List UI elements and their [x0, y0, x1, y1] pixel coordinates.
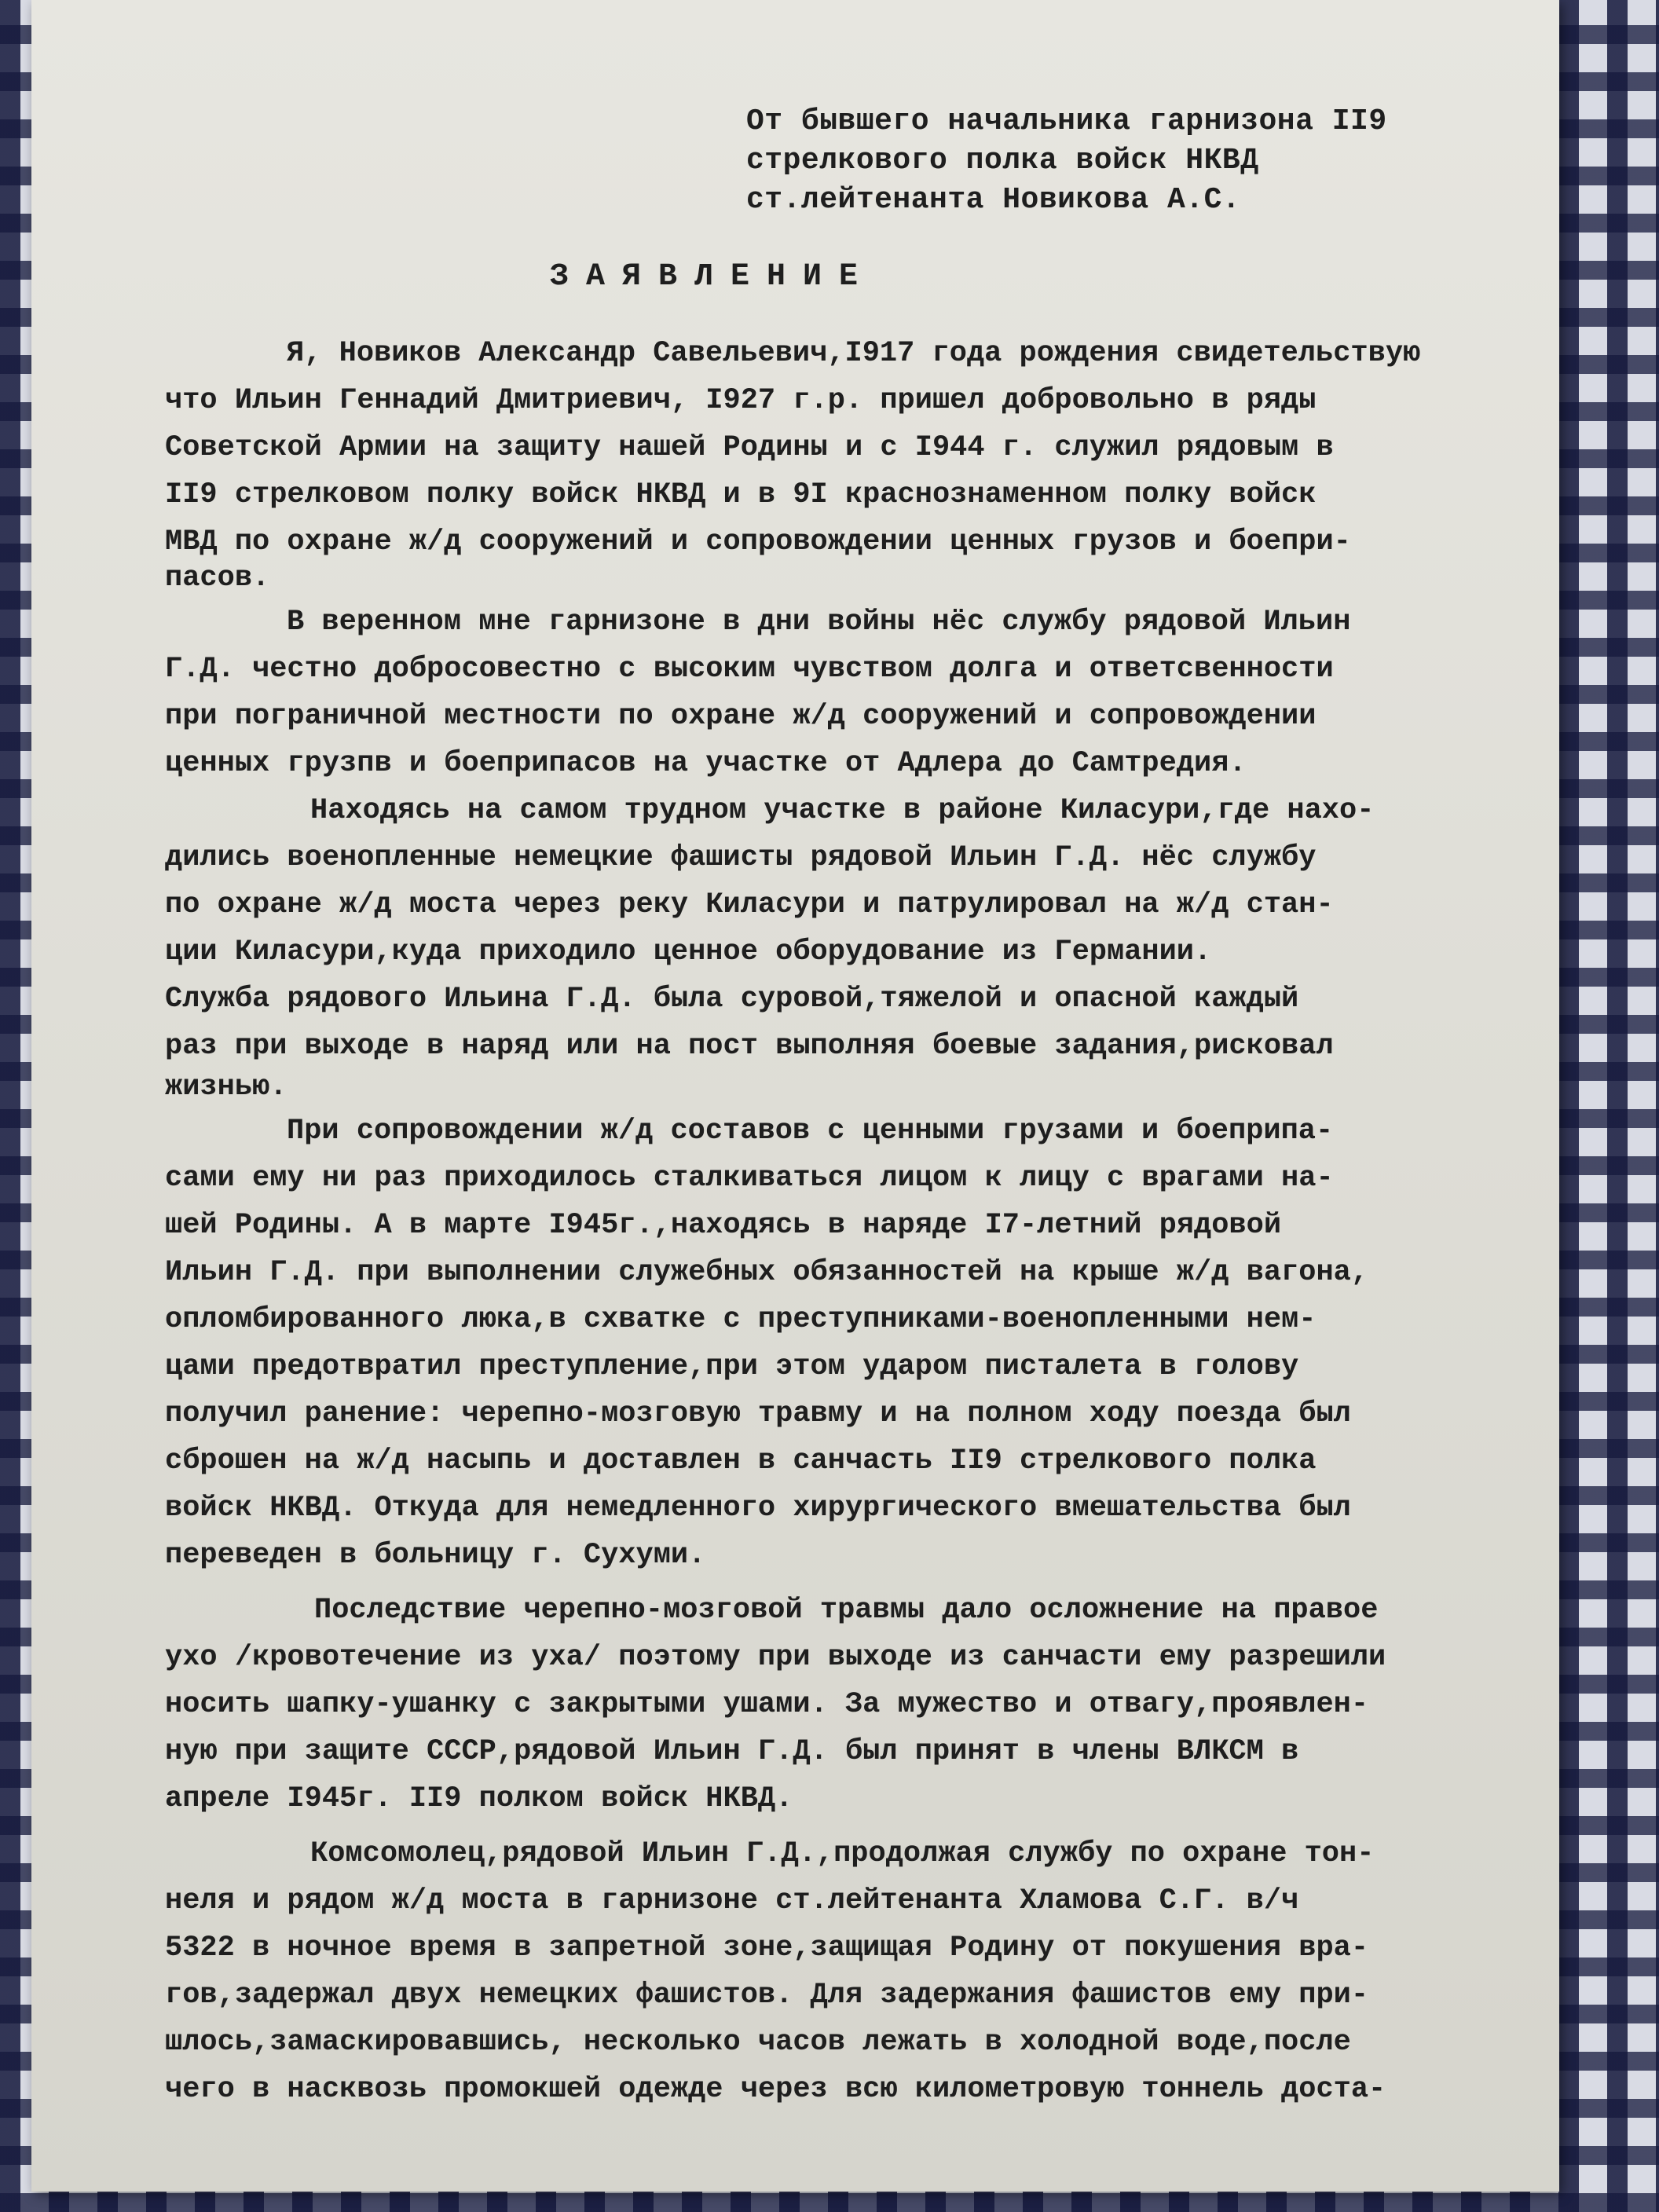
sender-line-1: От бывшего начальника гарнизона II9 [746, 104, 1387, 138]
body-line: В веренном мне гарнизоне в дни войны нёс службу рядовой Ильин [287, 606, 1351, 639]
body-line: при пограничной местности по охране ж/д сооружений и сопровождении [165, 700, 1317, 733]
body-line: Г.Д. честно добросовестно с высоким чувством долга и ответсвенности [165, 653, 1334, 686]
body-line: II9 стрелковом полку войск НКВД и в 9I краснознаменном полку войск [165, 478, 1317, 511]
body-line: Я, Новиков Александр Савельевич,I917 года рождения свидетельствую [287, 337, 1421, 370]
body-line: опломбированного люка,в схватке с преступниками-военопленными нем- [165, 1303, 1317, 1336]
body-line: Ильин Г.Д. при выполнении служебных обязанностей на крыше ж/д вагона, [165, 1256, 1369, 1289]
body-line: сброшен на ж/д насыпь и доставлен в санчасть II9 стрелкового полка [165, 1445, 1317, 1478]
body-line: дились военопленные немецкие фашисты рядовой Ильин Г.Д. нёс службу [165, 841, 1317, 874]
body-line: по охране ж/д моста через реку Киласури и патрулировал на ж/д стан- [165, 888, 1334, 921]
body-line: пасов. [165, 562, 270, 595]
body-line: сами ему ни раз приходилось сталкиваться лицом к лицу с врагами на- [165, 1162, 1334, 1195]
body-line: раз при выходе в наряд или на пост выполняя боевые задания,рисковал [165, 1030, 1334, 1063]
body-line: жизнью. [165, 1071, 287, 1104]
body-line: цами предотвратил преступление,при этом ударом писталета в голову [165, 1350, 1299, 1383]
body-line: шей Родины. А в марте I945г.,находясь в наряде I7-летний рядовой [165, 1209, 1282, 1242]
body-line: При сопровождении ж/д составов с ценными грузами и боеприпа- [287, 1115, 1334, 1148]
sender-line-3: ст.лейтенанта Новикова А.С. [746, 183, 1241, 217]
body-line: неля и рядом ж/д моста в гарнизоне ст.лейтенанта Хламова С.Г. в/ч [165, 1884, 1299, 1917]
body-line: Последствие черепно-мозговой травмы дало осложнение на правое [314, 1594, 1379, 1627]
body-line: гов,задержал двух немецких фашистов. Для задержания фашистов ему при- [165, 1979, 1369, 2012]
document-title: ЗАЯВЛЕНИЕ [550, 259, 876, 295]
body-line: Советской Армии на защиту нашей Родины и с I944 г. служил рядовым в [165, 431, 1334, 464]
statement-document [31, 0, 1559, 2192]
body-line: 5322 в ночное время в запретной зоне,защищая Родину от покушения вра- [165, 1932, 1369, 1965]
body-line: ухо /кровотечение из уха/ поэтому при выходе из санчасти ему разрешили [165, 1641, 1386, 1674]
body-line: апреле I945г. II9 полком войск НКВД. [165, 1782, 793, 1815]
document-body [165, 330, 1547, 2113]
body-line: ную при защите СССР,рядовой Ильин Г.Д. был принят в члены ВЛКСМ в [165, 1735, 1299, 1768]
body-line: ции Киласури,куда приходило ценное оборудование из Германии. [165, 936, 1212, 969]
body-line: шлось,замаскировавшись, несколько часов лежать в холодной воде,после [165, 2026, 1351, 2059]
body-line: Находясь на самом трудном участке в районе Киласури,где нахо- [310, 794, 1375, 827]
body-line: Служба рядового Ильина Г.Д. была суровой,тяжелой и опасной каждый [165, 983, 1299, 1016]
sender-line-2: стрелкового полка войск НКВД [746, 144, 1259, 178]
document-page [31, 0, 1559, 2192]
body-line: носить шапку-ушанку с закрытыми ушами. За мужество и отвагу,проявлен- [165, 1688, 1369, 1721]
sender-block [746, 102, 1485, 220]
body-line: Комсомолец,рядовой Ильин Г.Д.,продолжая службу по охране тон- [310, 1837, 1375, 1870]
body-line: войск НКВД. Откуда для немедленного хирургического вмешательства был [165, 1492, 1351, 1525]
body-line: ценных грузпв и боеприпасов на участке от Адлера до Самтредия. [165, 747, 1247, 780]
body-line: получил ранение: черепно-мозговую травму и на полном ходу поезда был [165, 1397, 1351, 1430]
body-line: что Ильин Геннадий Дмитриевич, I927 г.р. пришел добровольно в ряды [165, 384, 1317, 417]
body-line: переведен в больницу г. Сухуми. [165, 1539, 706, 1572]
body-line: МВД по охране ж/д сооружений и сопровождении ценных грузов и боепри- [165, 526, 1351, 558]
body-line: чего в насквозь промокшей одежде через всю километровую тоннель доста- [165, 2073, 1386, 2106]
